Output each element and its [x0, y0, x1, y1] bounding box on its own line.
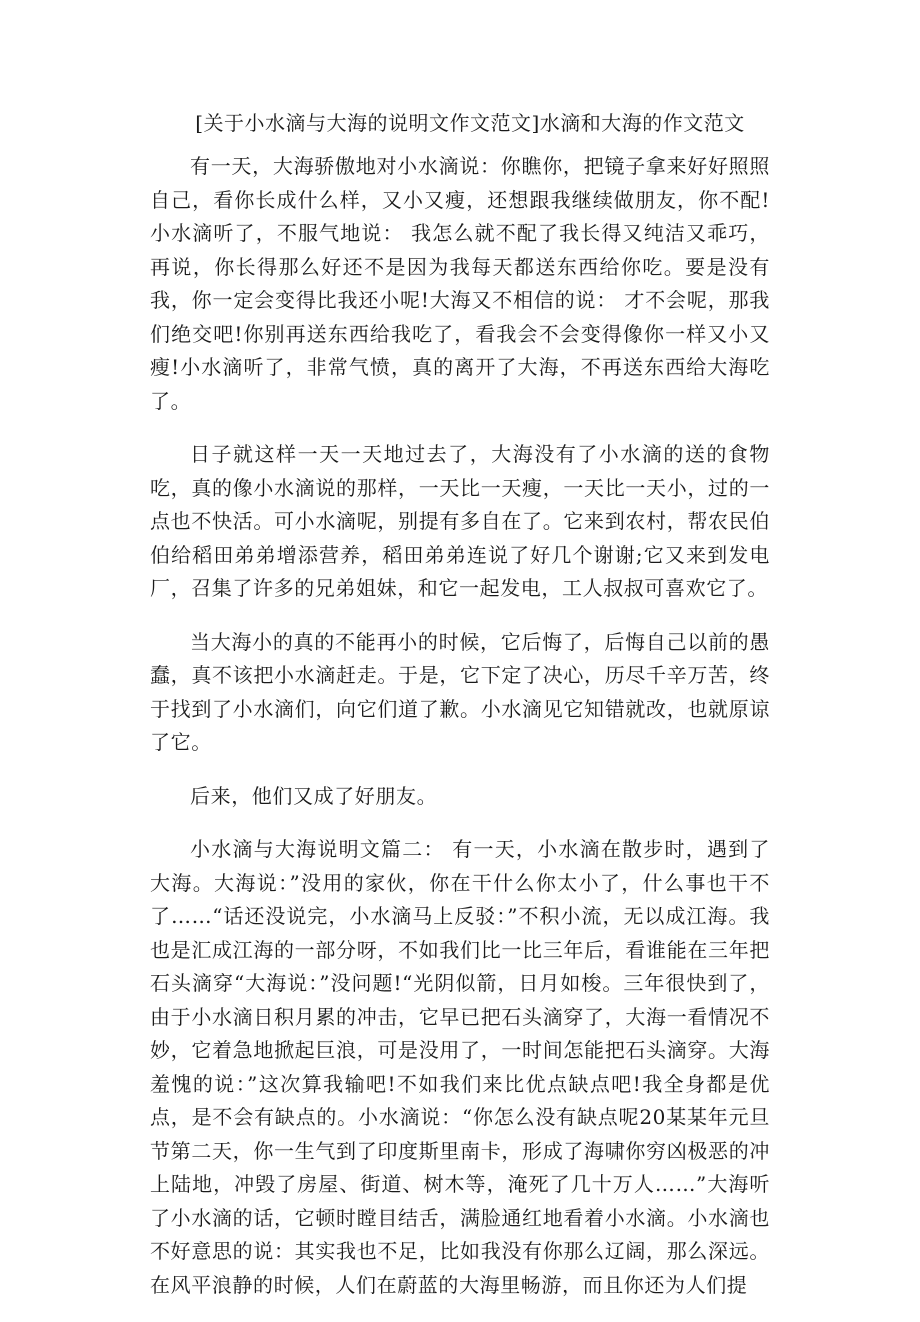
paragraph-5: 小水滴与大海说明文篇二： 有一天，小水滴在散步时，遇到了大海。大海说：”没用的家伙，你在干什么你太小了，什么事也干不了……“话还没说完，小水滴马上反驳：”不积小流，无以成江海。我也是汇成江海的一部分呀，不如我们比一比三年后，看谁能在三年把石头滴穿“大海说：”没问题!“光阴似箭，日月如梭。三年很快到了，由于小水滴日积月累的冲击，它早已把石头滴穿了，大海一看情况不妙，它着急地掀起巨浪，可是没用了，一时间怎能把石头滴穿。大海羞愧的说：”这次算我输吧!不如我们来比优点缺点吧!我全身都是优点，是不会有缺点的。小水滴说：“你怎么没有缺点呢20某某年元旦节第二天，你一生气到了印度斯里南卡，形成了海啸你穷凶极恶的冲上陆地，冲毁了房屋、街道、树木等，淹死了几十万人……”大海听了小水滴的话，它顿时瞠目结舌，满脸通红地看着小水滴。小水滴也不好意思的说：其实我也不足，比如我没有你那么辽阔，那么深远。在风平浪静的时候，人们在蔚蓝的大海里畅游，而且你还为人们提	[150, 837, 770, 1297]
paragraph-1: 有一天，大海骄傲地对小水滴说：你瞧你，把镜子拿来好好照照自己，看你长成什么样，又小又瘦，还想跟我继续做朋友，你不配!小水滴听了，不服气地说： 我怎么就不配了我长得又纯洁又乖巧，再说，你长得那么好还不是因为我每天都送东西给你吃。要是没有我，你一定会变得比我还小呢!大海又不相信的说： 才不会呢，那我们绝交吧!你别再送东西给我吃了，看我会不会变得像你一样又小又瘦!小水滴听了，非常气愤，真的离开了大海，不再送东西给大海吃了。	[150, 154, 770, 413]
paragraph-2: 日子就这样一天一天地过去了，大海没有了小水滴的送的食物吃，真的像小水滴说的那样，一天比一天瘦，一天比一天小，过的一点也不快活。可小水滴呢，别提有多自在了。它来到农村，帮农民伯伯给稻田弟弟增添营养，稻田弟弟连说了好几个谢谢;它又来到发电厂，召集了许多的兄弟姐妹，和它一起发电，工人叔叔可喜欢它了。	[150, 442, 770, 600]
paragraph-3: 当大海小的真的不能再小的时候，它后悔了，后悔自己以前的愚蠢，真不该把小水滴赶走。于是，它下定了决心，历尽千辛万苦，终于找到了小水滴们，向它们道了歉。小水滴见它知错就改，也就原谅了它。	[150, 629, 770, 754]
document-body	[150, 150, 770, 1322]
paragraph-4: 后来，他们又成了好朋友。	[190, 783, 438, 808]
document-title: [关于小水滴与大海的说明文作文范文]水滴和大海的作文范文	[195, 111, 745, 135]
